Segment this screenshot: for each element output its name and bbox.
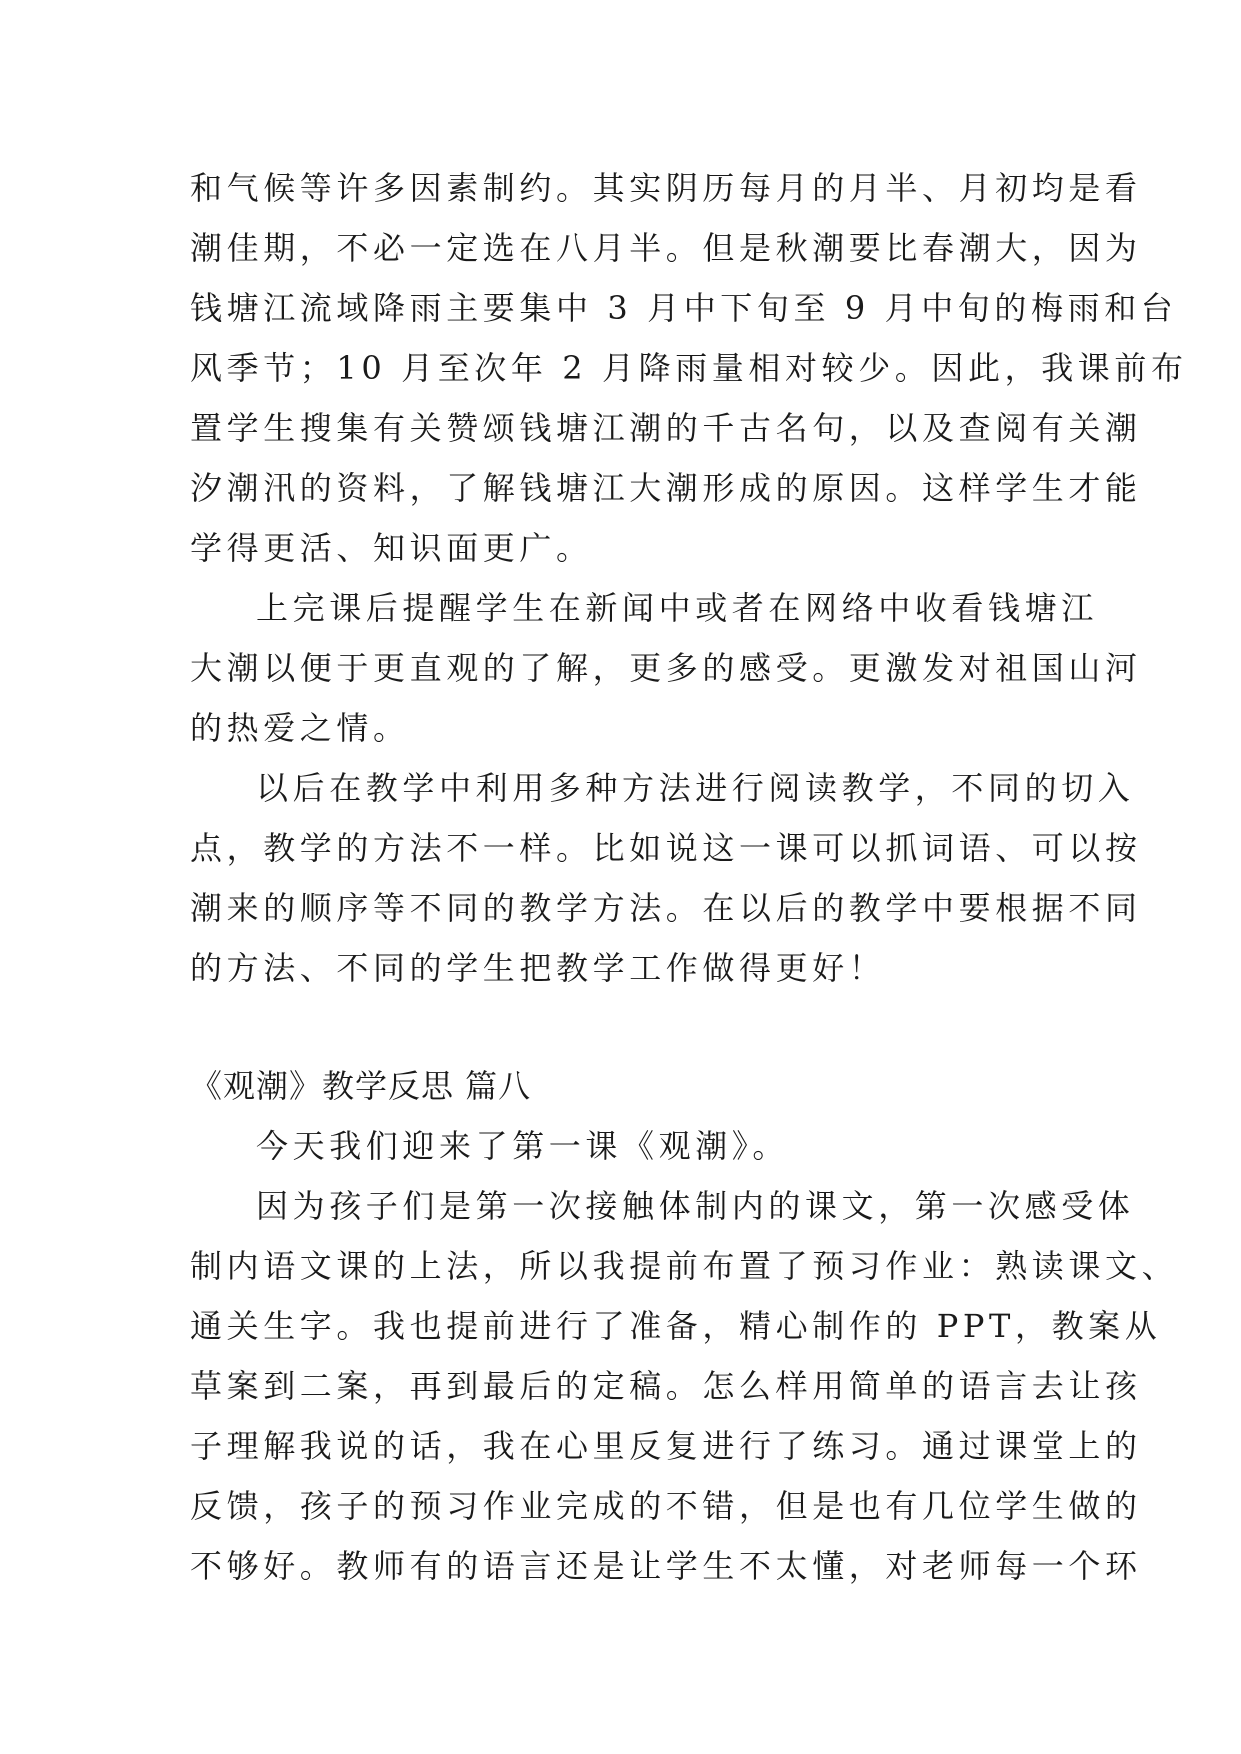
section-spacer: [190, 998, 1050, 1056]
text-line: 学得更活、知识面更广。: [190, 529, 593, 567]
text-line: 汐潮汛的资料，了解钱塘江大潮形成的原因。这样学生才能: [190, 469, 1142, 507]
text-line: 不够好。教师有的语言还是让学生不太懂，对老师每一个环: [190, 1547, 1142, 1585]
paragraph-future-teaching: [190, 758, 1142, 998]
text-line: 反馈，孩子的预习作业完成的不错，但是也有几位学生做的: [190, 1487, 1142, 1525]
text-line: 草案到二案，再到最后的定稿。怎么样用简单的语言去让孩: [190, 1367, 1142, 1405]
paragraph-first-lesson: [190, 1116, 1050, 1176]
text-line: 制内语文课的上法，所以我提前布置了预习作业：熟读课文、: [190, 1247, 1179, 1285]
text-line: 风季节；10 月至次年 2 月降雨量相对较少。因此，我课前布: [190, 349, 1188, 387]
text-line: 因为孩子们是第一次接触体制内的课文，第一次感受体: [256, 1187, 1135, 1225]
text-line: 置学生搜集有关赞颂钱塘江潮的千古名句，以及查阅有关潮: [190, 409, 1142, 447]
text-line: 大潮以便于更直观的了解，更多的感受。更激发对祖国山河: [190, 649, 1142, 687]
text-line: 上完课后提醒学生在新闻中或者在网络中收看钱塘江: [256, 589, 1098, 627]
document-body: [190, 158, 1188, 1596]
text-line: 今天我们迎来了第一课《观潮》。: [256, 1127, 790, 1165]
text-line: 的热爱之情。: [190, 709, 410, 747]
paragraph-after-class: [190, 578, 1142, 758]
text-line: 潮佳期，不必一定选在八月半。但是秋潮要比春潮大，因为: [190, 229, 1142, 267]
section-heading: 《观潮》教学反思 篇八: [190, 1067, 532, 1105]
text-line: 潮来的顺序等不同的教学方法。在以后的教学中要根据不同: [190, 889, 1142, 927]
text-line: 和气候等许多因素制约。其实阴历每月的月半、月初均是看: [190, 169, 1142, 207]
text-line: 的方法、不同的学生把教学工作做得更好！: [190, 949, 886, 987]
text-line: 通关生字。我也提前进行了准备，精心制作的 PPT，教案从: [190, 1307, 1162, 1345]
text-line: 子理解我说的话，我在心里反复进行了练习。通过课堂上的: [190, 1427, 1142, 1465]
paragraph-climate: [190, 158, 1188, 578]
text-line: 以后在教学中利用多种方法进行阅读教学，不同的切入: [256, 769, 1135, 807]
paragraph-preparation: [190, 1176, 1179, 1596]
text-line: 钱塘江流域降雨主要集中 3 月中下旬至 9 月中旬的梅雨和台: [190, 289, 1178, 327]
text-line: 点，教学的方法不一样。比如说这一课可以抓词语、可以按: [190, 829, 1142, 867]
